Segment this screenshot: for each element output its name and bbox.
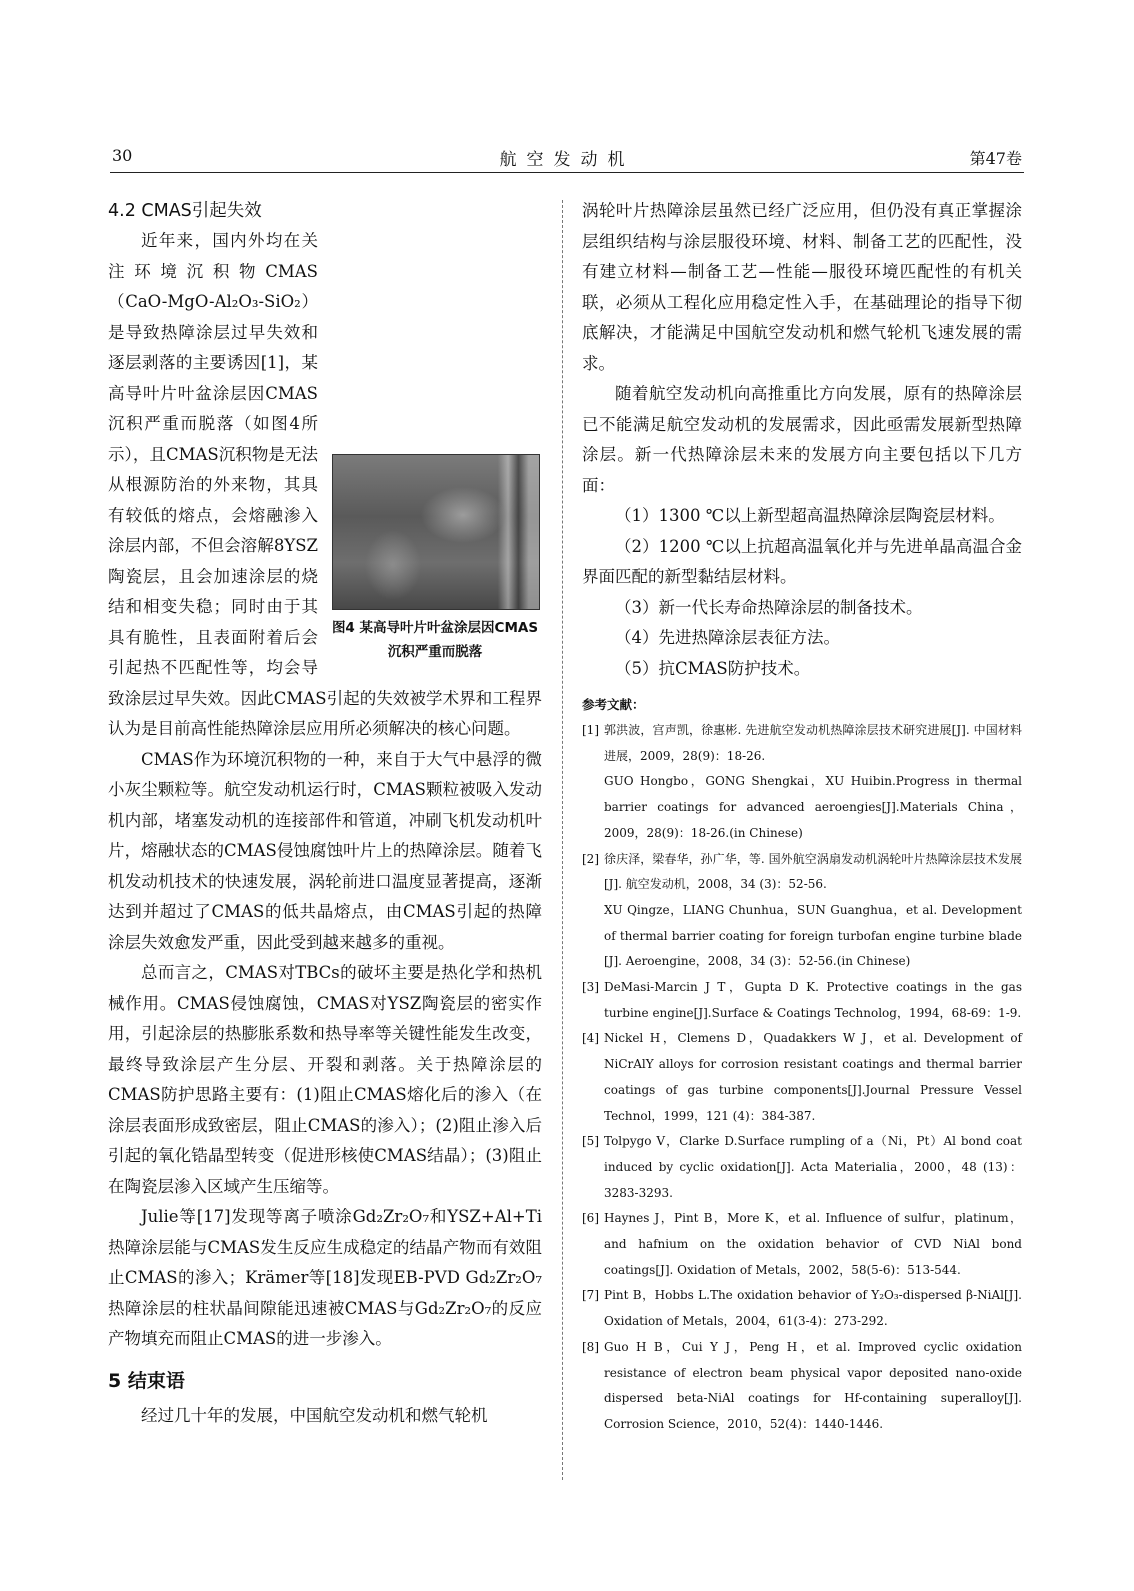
reference-text: GUO Hongbo，GONG Shengkai，XU Huibin.Progress in thermal barrier coatings for advanced aeroengies[J].Materials China，2009，28(9)：18-26.(in Chinese) xyxy=(604,774,1022,840)
figure-caption: 图4 某高导叶片叶盆涂层因CMAS沉积严重而脱落 xyxy=(331,620,539,660)
reference-item xyxy=(582,1026,1022,1129)
reference-number: [5] xyxy=(582,1134,599,1149)
reference-number: [6] xyxy=(582,1211,599,1226)
reference-text: XU Qingze，LIANG Chunhua，SUN Guanghua，et al. Development of thermal barrier coating for foreign turbofan engine turbine blade [J]. Aeroengine，2008，34 (3)：52-56.(in Chinese) xyxy=(604,902,1022,969)
reference-item xyxy=(582,1283,1022,1334)
running-header xyxy=(110,142,1024,173)
section-heading-4-2: 4.2 CMAS引起失效 xyxy=(108,201,262,221)
reference-number: [8] xyxy=(582,1339,599,1354)
reference-number: [2] xyxy=(582,851,599,866)
reference-number: [7] xyxy=(582,1288,599,1303)
reference-item xyxy=(582,1335,1022,1438)
paragraph: 涡轮叶片热障涂层虽然已经广泛应用，但仍没有真正掌握涂层组织结构与涂层服役环境、材料、制备工艺的匹配性，没有建立材料—制备工艺—性能—服役环境匹配性的有机关联，必须从工程化应用稳定性入手，在基础理论的指导下彻底解决，才能满足中国航空发动机和燃气轮机飞速发展的需求。 xyxy=(582,201,1022,373)
list-item: （4）先进热障涂层表征方法。 xyxy=(615,628,840,647)
reference-text: 徐庆泽，梁春华，孙广华，等. 国外航空涡扇发动机涡轮叶片热障涂层技术发展[J]. 航空发动机，2008，34 (3)：52-56. xyxy=(604,851,1022,892)
paragraph: 经过几十年的发展，中国航空发动机和燃气轮机 xyxy=(141,1405,488,1425)
reference-item xyxy=(582,1129,1022,1206)
list-item: （3）新一代长寿命热障涂层的制备技术。 xyxy=(615,597,923,617)
reference-item xyxy=(582,975,1022,1026)
blade-photo xyxy=(332,454,540,610)
reference-number: [3] xyxy=(582,980,599,995)
reference-text: Guo H B，Cui Y J，Peng H，et al. Improved cyclic oxidation resistance of electron beam physical vapor deposited nano-oxide dispersed beta-NiAl coatings for Hf-containing superalloy[J]. Corrosion Science，2010，52(4)：1440-1446. xyxy=(604,1339,1022,1431)
right-column xyxy=(582,196,1022,1438)
journal-title: 航空发动机 xyxy=(499,150,635,170)
section-heading-5: 5 结束语 xyxy=(108,1369,185,1392)
reference-text: 郭洪波，宫声凯，徐惠彬. 先进航空发动机热障涂层技术研究进展[J]. 中国材料进展，2009，28(9)：18-26. xyxy=(604,723,1022,763)
reference-text: Nickel H，Clemens D，Quadakkers W J，et al. Development of NiCrAlY alloys for corrosion resistant coatings and thermal barrier coatings of gas turbine components[J].Journal Pressure Vessel Technol，1999，121 (4)：384-387. xyxy=(604,1031,1022,1123)
left-column xyxy=(108,196,542,1431)
paragraph: 总而言之，CMAS对TBCs的破坏主要是热化学和热机械作用。CMAS侵蚀腐蚀，CMAS对YSZ陶瓷层的密实作用，引起涂层的热膨胀系数和热导率等关键性能发生改变，最终导致涂层产生分层、开裂和剥落。关于热障涂层的CMAS防护思路主要有：(1)阻止CMAS熔化后的渗入（在涂层表面形成致密层，阻止CMAS的渗入）；(2)阻止渗入后引起的氧化锆晶型转变（促进形核使CMAS结晶）；(3)阻止在陶瓷层渗入区域产生压缩等。 xyxy=(108,963,542,1196)
reference-text: Pint B，Hobbs L.The oxidation behavior of Y₂O₃-dispersed β-NiAl[J]. Oxidation of Metals，2004，61(3-4)：273-292. xyxy=(604,1288,1022,1329)
paragraph: 随着航空发动机向高推重比方向发展，原有的热障涂层已不能满足航空发动机的发展需求，因此亟需发展新型热障涂层。新一代热障涂层未来的发展方向主要包括以下几方面： xyxy=(582,384,1022,495)
reference-text: DeMasi-Marcin J T，Gupta D K. Protective coatings in the gas turbine engine[J].Surface & Coatings Technolog，1994，68-69：1-9. xyxy=(604,980,1022,1020)
list-item: （2）1200 ℃以上抗超高温氧化并与先进单晶高温合金界面匹配的新型黏结层材料。 xyxy=(582,536,1022,586)
references-heading: 参考文献： xyxy=(582,697,645,712)
volume-label: 第47卷 xyxy=(969,149,1022,168)
reference-text: Tolpygo V，Clarke D.Surface rumpling of a（Ni，Pt）Al bond coat induced by cyclic oxidation[J]. Acta Materialia，2000，48 (13)：3283-3293. xyxy=(604,1134,1022,1200)
paragraph: Julie等[17]发现等离子喷涂Gd₂Zr₂O₇和YSZ+Al+Ti热障涂层能与CMAS发生反应生成稳定的结晶产物而有效阻止CMAS的渗入；Krämer等[18]发现EB-PVD Gd₂Zr₂O₇热障涂层的柱状晶间隙能迅速被CMAS与Gd₂Zr₂O₇的反应产物填充而阻止CMAS的进一步渗入。 xyxy=(108,1207,542,1348)
reference-text: Haynes J，Pint B，More K，et al. Influence of sulfur，platinum，and hafnium on the oxidation behavior of CVD NiAl bond coatings[J]. Oxidation of Metals，2002，58(5-6)：513-544. xyxy=(604,1211,1022,1277)
figure-4 xyxy=(328,454,542,664)
page-number: 30 xyxy=(112,146,133,165)
list-item: （5）抗CMAS防护技术。 xyxy=(615,658,811,678)
reference-item xyxy=(582,718,1022,847)
list-item: （1）1300 ℃以上新型超高温热障涂层陶瓷层材料。 xyxy=(615,506,1005,525)
paragraph: CMAS作为环境沉积物的一种，来自于大气中悬浮的微小灰尘颗粒等。航空发动机运行时，CMAS颗粒被吸入发动机内部，堵塞发动机的连接部件和管道，冲刷飞机发动机叶片，熔融状态的CMAS侵蚀腐蚀叶片上的热障涂层。随着飞机发动机技术的快速发展，涡轮前进口温度显著提高，逐渐达到并超过了CMAS的低共晶熔点，由CMAS引起的热障涂层失效愈发严重，因此受到越来越多的重视。 xyxy=(108,749,542,952)
column-divider xyxy=(562,200,563,1480)
reference-list xyxy=(582,718,1022,1438)
reference-number: [4] xyxy=(582,1031,599,1046)
reference-item xyxy=(582,847,1022,976)
reference-number: [1] xyxy=(582,723,599,737)
paragraph: 近年来，国内外均在关注环境沉积物CMAS（CaO-MgO-Al₂O₃-SiO₂）是导致热障涂层过早失效和逐层剥落的主要诱因[1]，某高导叶片叶盆涂层因CMAS沉积严重而脱落（如图4所示），且CMAS沉积物是无法从根源防治的外来物，其具有较低的熔点，会熔融渗入涂层内部，不但会溶解8YSZ陶瓷层，且会加速涂层的烧结和相变失稳；同时由于其具有脆性，且表面附着后会引起热不匹配性等，均会导致涂层过早失效。因此CMAS引起的失效被学术界和工程界认为是目前高性能热障涂层应用所必须解决的核心问题。 xyxy=(108,231,542,738)
reference-item xyxy=(582,1206,1022,1283)
